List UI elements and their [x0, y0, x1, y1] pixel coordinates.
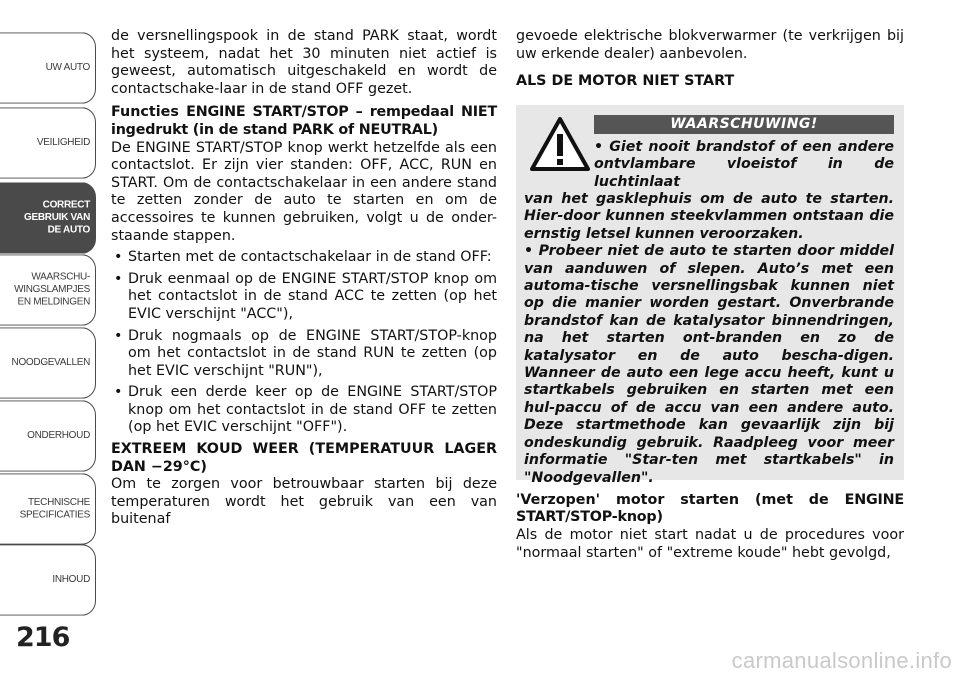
- warning-text: [524, 139, 894, 487]
- list-item: • Druk een derde keer op de ENGINE START/STOP knop om het contactslot in de stand OFF te zetten (op het EVIC verschijnt "OFF").: [111, 384, 497, 437]
- list-item: • Druk nogmaals op de ENGINE START/STOP-knop om het contactslot in de stand RUN te zetten (op het EVIC verschijnt "RUN"),: [111, 328, 497, 381]
- tab-noodgevallen[interactable]: NOODGEVALLEN: [0, 327, 96, 398]
- right-column: [516, 28, 904, 562]
- steps-list: [111, 249, 497, 437]
- tab-veiligheid[interactable]: VEILIGHEID: [0, 107, 96, 178]
- tab-waarschuwingslampjes[interactable]: WAARSCHU- WINGSLAMPJES EN MELDINGEN: [0, 254, 96, 325]
- list-item: • Starten met de contactschakelaar in de stand OFF:: [111, 249, 497, 267]
- warning-bullet-2: • Probeer niet de auto te starten door middel van aanduwen of slepen. Auto’s met een automa-tische versnellingsbak kunnen niet op die manier worden gestart. Onverbrande brandstof kan de katalysator binnendringen, na het starten ont-branden en zo de katalysator en de auto bescha-digen. Wanneer de auto een lege accu heeft, kunt u startkabels gebruiken en starten met een hul-paccu of de accu van een andere auto. Deze startmethode kan gevaarlijk zijn bij ondeskundig gebruik. Raadpleeg voor meer informatie "Star-ten met startkabels" in "Noodgevallen".: [524, 243, 894, 486]
- heading-prefix: 'Verzopen' motor starten (met de: [516, 491, 829, 508]
- heading-bold: ENGINE START/STOP – rempedaal NIET ingedrukt (in de stand PARK of NEUTRAL): [111, 104, 497, 138]
- left-column: [111, 28, 497, 529]
- section-heading-extreme-cold: EXTREEM KOUD WEER (TEMPERATUUR LAGER DAN −29°C): [111, 441, 497, 475]
- warning-bullet-1-start: • Giet nooit brandstof of een andere ontvlambare vloeistof in de luchtinlaat: [594, 138, 894, 190]
- tab-technische-specificaties[interactable]: TECHNISCHE SPECIFICATIES: [0, 473, 96, 544]
- tab-uw-auto[interactable]: UW AUTO: [0, 32, 96, 103]
- warning-title: WAARSCHUWING!: [594, 115, 894, 134]
- section-heading-engine-start-stop: [111, 104, 497, 139]
- body-paragraph: De ENGINE START/STOP knop werkt hetzelfde als een contactslot. Er zijn vier standen: OFF, ACC, RUN en START. Om de contactschakelaar in een andere stand te zetten zonder de auto te starten en om de accessoires te kunnen gebruiken, volgt u de onder-staande stappen.: [111, 139, 497, 244]
- tab-inhoud[interactable]: INHOUD: [0, 544, 96, 615]
- section-heading-flooded-engine: [516, 492, 904, 527]
- intro-paragraph: de versnellingspook in de stand PARK staat, wordt het systeem, nadat het 30 minuten niet actief is geweest, automatisch uitgeschakeld en wordt de contactschake-laar in de stand OFF gezet.: [111, 28, 497, 97]
- warning-bullet-1-rest: van het gasklephuis om de auto te starten. Hier-door kunnen steekvlammen ontstaan die ernstig letsel kunnen veroorzaken.: [524, 191, 894, 242]
- body-paragraph: Om te zorgen voor betrouwbaar starten bij deze temperaturen wordt het gebruik van een van buitenaf: [111, 476, 497, 528]
- warning-box: [516, 105, 904, 486]
- section-heading-engine-not-starting: ALS DE MOTOR NIET START: [516, 73, 735, 90]
- tab-onderhoud[interactable]: ONDERHOUD: [0, 400, 96, 471]
- page-number: 216: [16, 622, 70, 653]
- tab-correct-gebruik[interactable]: CORRECT GEBRUIK VAN DE AUTO: [0, 182, 96, 253]
- heading-bold: ENGINE START/STOP-knop): [516, 491, 904, 526]
- body-paragraph: gevoede elektrische blokverwarmer (te verkrijgen bij uw erkende dealer) aanbevolen.: [516, 28, 904, 62]
- body-paragraph: Als de motor niet start nadat u de procedures voor "normaal starten" of "extreme koude" hebt gevolgd,: [516, 526, 904, 561]
- watermark: carmanualsonline.info: [731, 648, 952, 673]
- list-item: • Druk eenmaal op de ENGINE START/STOP knop om het contactslot in de stand ACC te zetten (op het EVIC verschijnt "ACC"),: [111, 271, 497, 324]
- heading-prefix: Functies: [111, 104, 179, 121]
